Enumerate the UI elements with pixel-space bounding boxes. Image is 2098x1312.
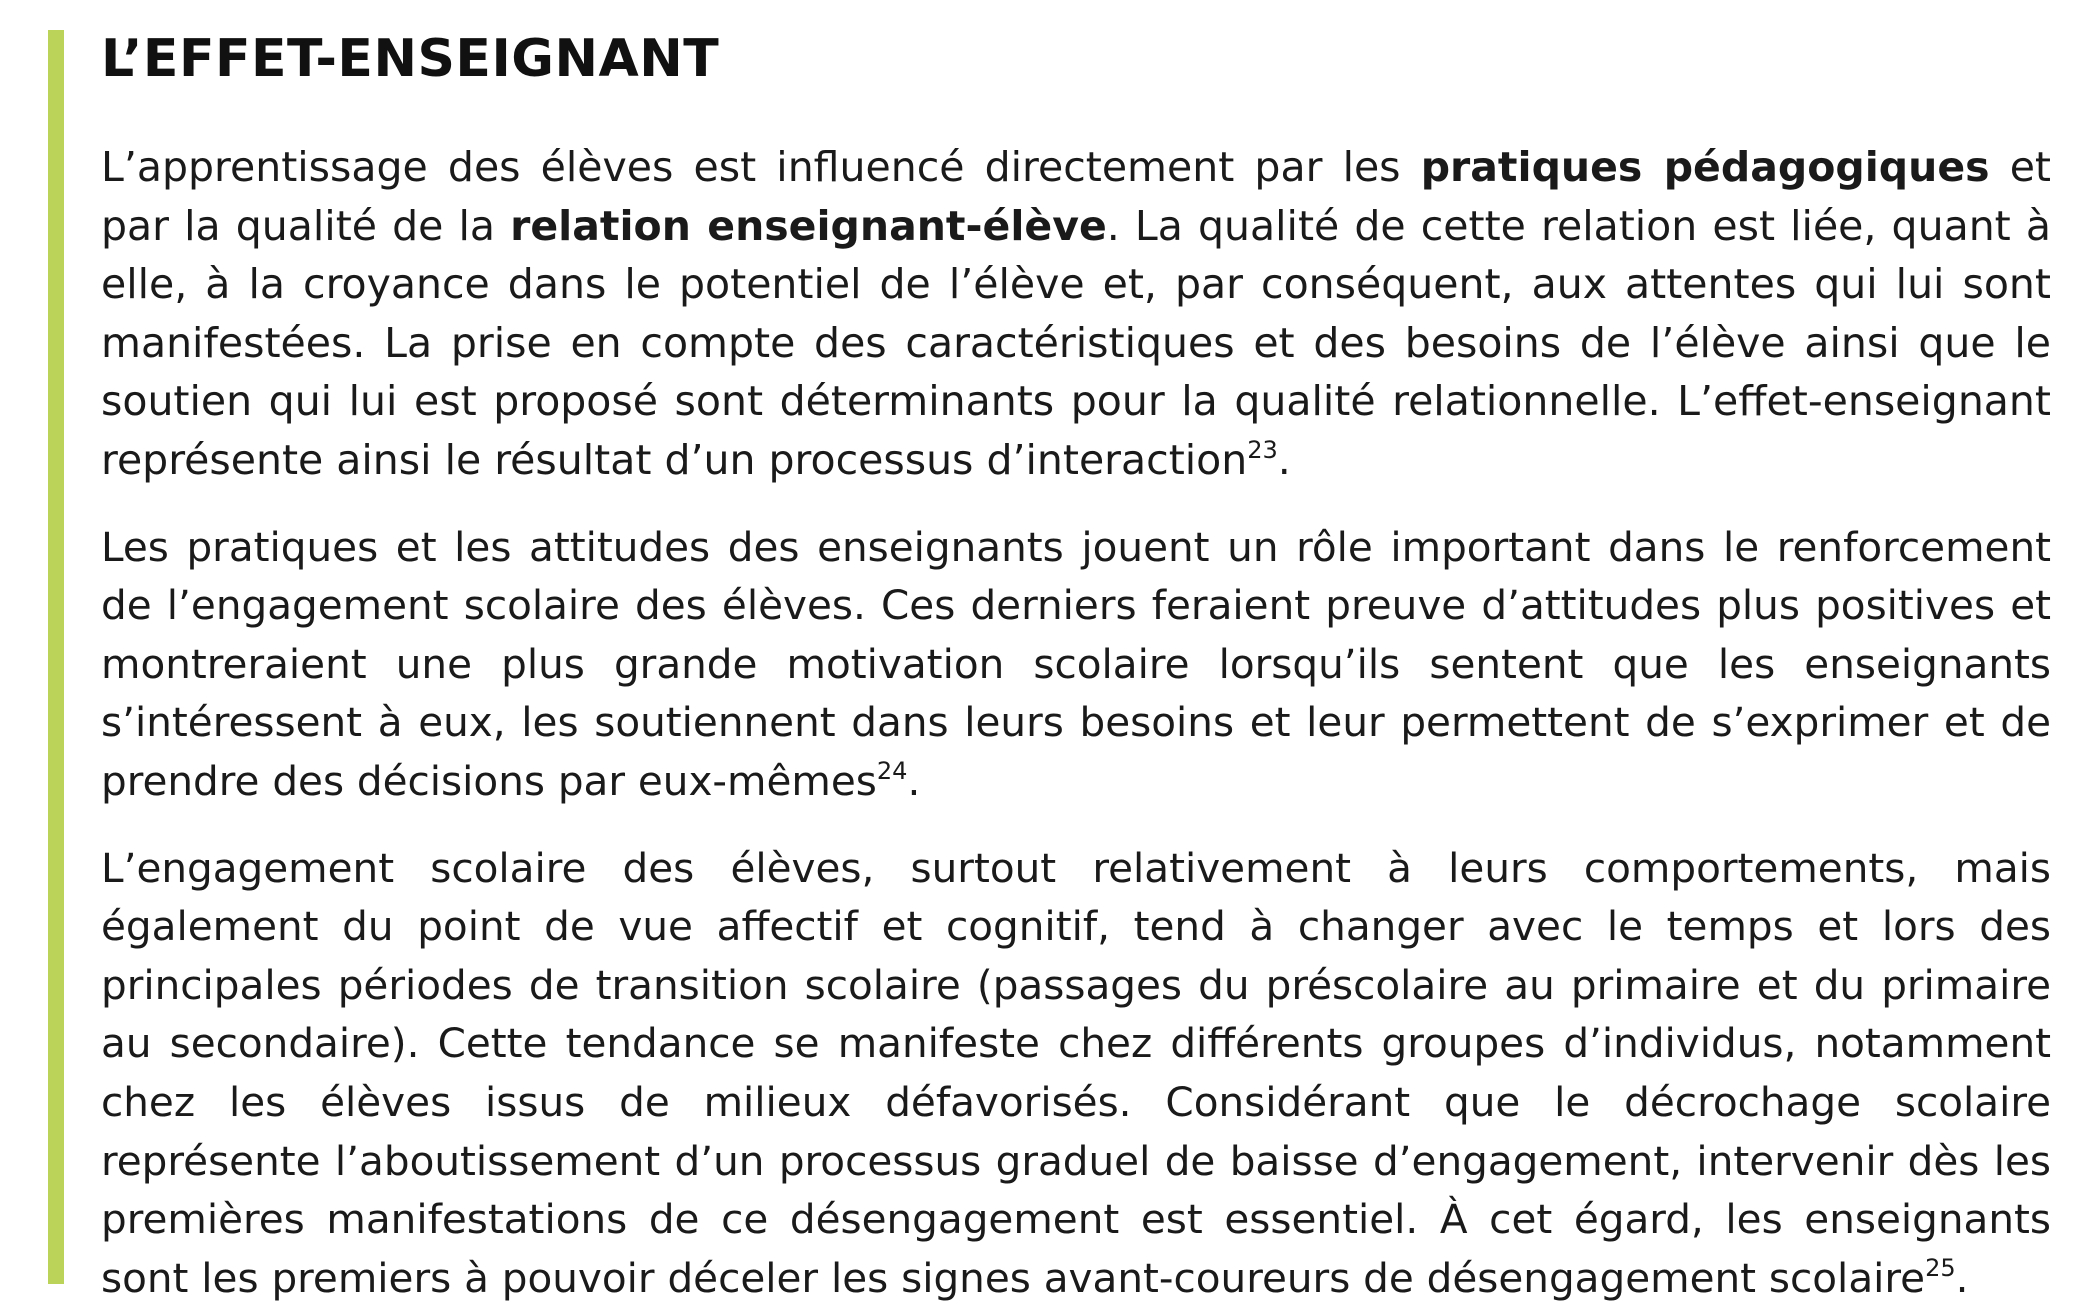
footnote-ref-25: 25 xyxy=(1925,1253,1956,1282)
paragraph-2-text: Les pratiques et les attitudes des enseignants jouent un rôle important dans le renforcement de l’engagement scolaire des élèves. Ces derniers feraient preuve d’attitudes plus positives et montreraient une plus grande motivation scolaire lorsqu’ils sentent que les enseignants s’intéressent à eux, les soutiennent dans leurs besoins et leur permettent de s’exprimer et de prendre des décisions par eux-mêmes xyxy=(101,522,2051,805)
footnote-ref-23: 23 xyxy=(1247,435,1278,464)
paragraph-1-text-a: L’apprentissage des élèves est influencé directement par les xyxy=(101,143,1421,191)
article-section xyxy=(101,24,2051,1307)
paragraph-1-text-b: et par la qualité de la xyxy=(101,143,2051,250)
paragraph-1 xyxy=(101,138,2051,490)
paragraph-3 xyxy=(101,839,2051,1308)
section-title: L’EFFET-ENSEIGNANT xyxy=(101,29,720,89)
paragraph-3-text: L’engagement scolaire des élèves, surtout relativement à leurs comportements, mais également du point de vue affectif et cognitif, tend à changer avec le temps et lors des principales périodes de transition scolaire (passages du préscolaire au primaire et du primaire au secondaire). Cette tendance se manifeste chez différents groupes d’individus, notamment chez les élèves issus de milieux défavorisés. Considérant que le décrochage scolaire représente l’aboutissement d’un processus graduel de baisse d’engagement, intervenir dès les premières manifestations de ce désengagement est essentiel. À cet égard, les enseignants sont les premiers à pouvoir déceler les signes avant-coureurs de désengagement scolaire xyxy=(101,843,2051,1302)
paragraph-1-text-c: . La qualité de cette relation est liée, quant à elle, à la croyance dans le potentiel de l’élève et, par conséquent, aux attentes qui lui sont manifestées. La prise en compte des caractéristiques et des besoins de l’élève ainsi que le soutien qui lui est proposé sont déterminants pour la qualité relationnelle. L’effet-enseignant représente ainsi le résultat d’un processus d’interaction xyxy=(101,201,2052,484)
paragraph-2-end: . xyxy=(907,756,921,805)
paragraph-1-end: . xyxy=(1277,435,1291,484)
paragraph-2 xyxy=(101,518,2051,811)
emphasis-pratiques: pratiques pédagogiques xyxy=(1420,143,1990,191)
emphasis-relation: relation enseignant-élève xyxy=(510,201,1107,250)
paragraph-3-end: . xyxy=(1955,1253,1969,1302)
footnote-ref-24: 24 xyxy=(876,756,908,785)
accent-bar xyxy=(48,30,64,1284)
